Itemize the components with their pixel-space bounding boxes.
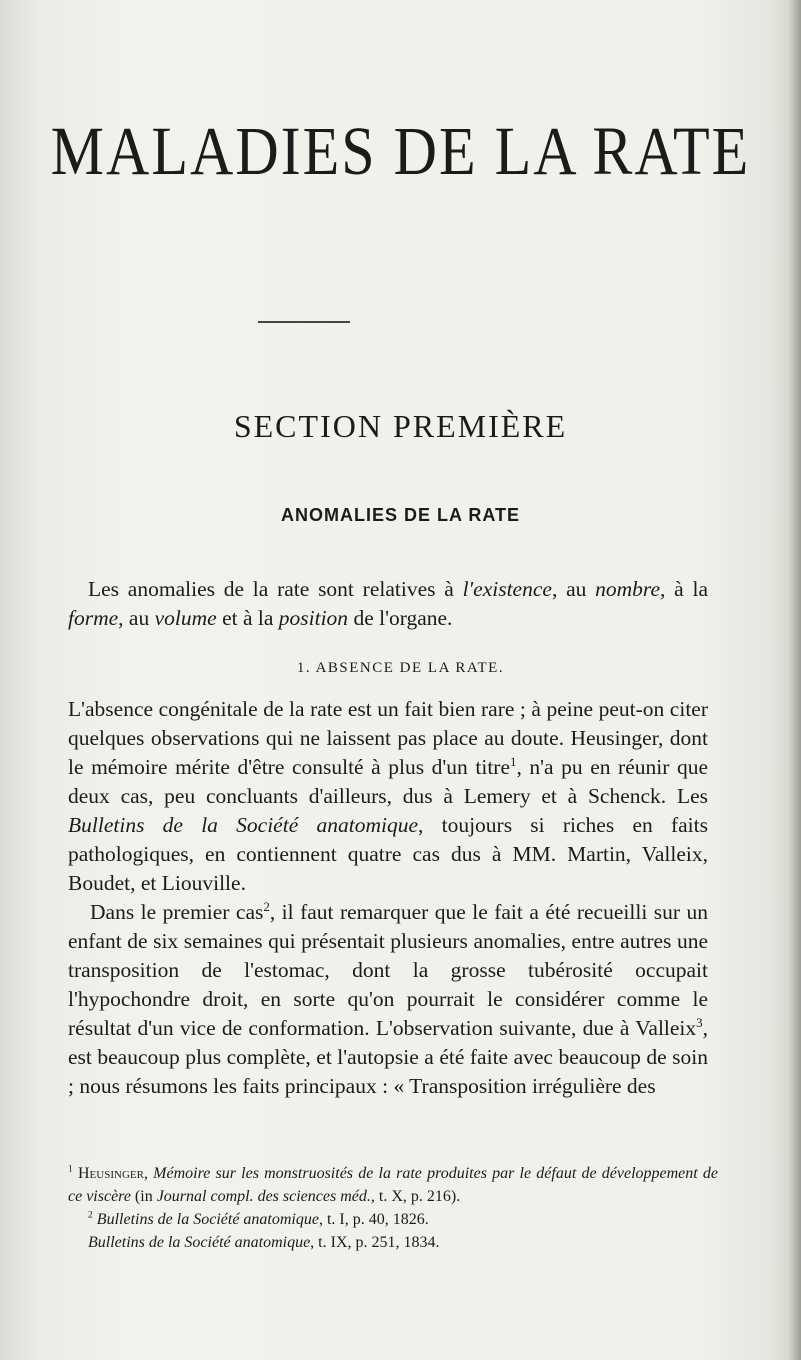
- footnote-ref-3: 3: [696, 1015, 703, 1030]
- intro-paragraph: Les anomalies de la rate sont relatives à l'existence, au nombre, à la forme, au volume et à la position de l'organe.: [68, 577, 708, 630]
- article-heading: 1. ABSENCE DE LA RATE.: [296, 660, 505, 676]
- footnotes: [68, 1162, 718, 1254]
- footnote-1: $^1$ Heusinger, Mémoire sur les monstruosités de la rate produites par le défaut de développement de ce viscère (in Journal compl. des sciences méd., t. X, p. 216).: [68, 1163, 719, 1205]
- page-edge-shadow: [789, 0, 801, 1360]
- title-rule: [258, 321, 350, 323]
- footnote-2: $^2$ Bulletins de la Société anatomique, t. I, p. 40, 1826.: [88, 1209, 429, 1228]
- subsection-heading: ANOMALIES DE LA RATE: [281, 505, 520, 525]
- footnote-ref-2: 2: [263, 899, 270, 914]
- section-heading: SECTION PREMIÈRE: [233, 408, 568, 444]
- body-text: [68, 695, 708, 1101]
- footnote-2-continued: Bulletins de la Société anatomique, t. IX, p. 251, 1834.: [88, 1234, 440, 1251]
- footnote-ref-1: 1: [510, 754, 517, 769]
- paragraph-1: L'absence congénitale de la rate est un fait bien rare ; à peine peut-on citer quelques observations qui ne laissent pas place au doute. Heusinger, dont le mémoire mérite d'être consulté à plus d'un titre$^1$, n'a pu en réunir que deux cas, peu concluants d'ailleurs, dus à Lemery et à Schenck. Les Bulletins de la Société anatomique, toujours si riches en faits pathologiques, en contiennent quatre cas dus à MM. Martin, Valleix, Boudet, et Liouville.: [68, 697, 708, 895]
- paragraph-2: Dans le premier cas$^2$, il faut remarquer que le fait a été recueilli sur un enfant de six semaines qui présentait plusieurs anomalies, entre autres une transposition de l'estomac, dont la grosse tubérosité occupait l'hypochondre droit, en sorte qu'on pourrait le considérer comme le résultat d'un vice de conformation. L'observation suivante, due à Valleix$^3$, est beaucoup plus complète, et l'autopsie a été faite avec beaucoup de soin ; nous résumons les faits principaux : « Transposition irrégulière des: [68, 899, 708, 1098]
- book-title: MALADIES DE LA RATE: [50, 113, 751, 190]
